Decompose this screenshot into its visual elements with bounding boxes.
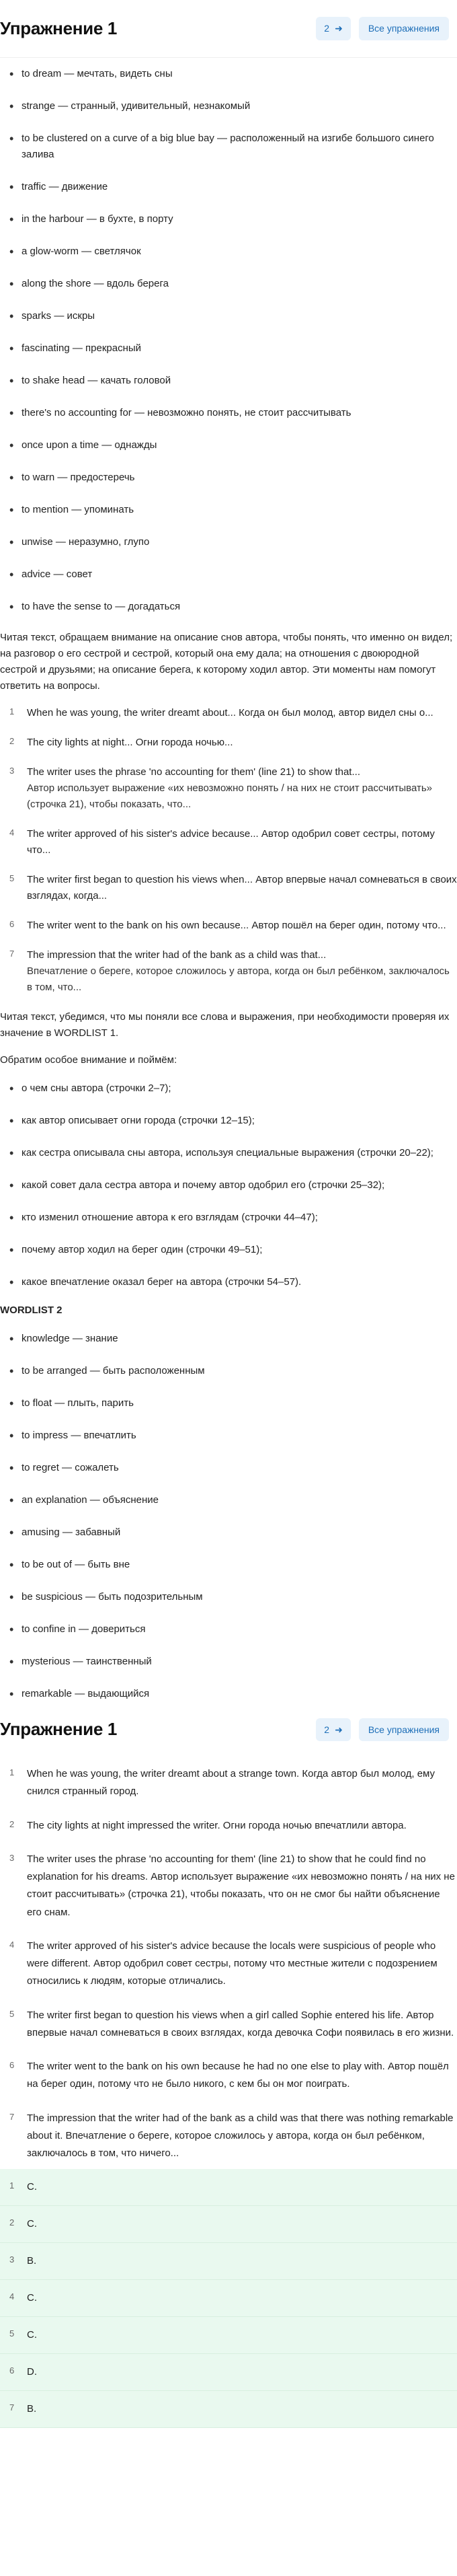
answer-item: 1 When he was young, the writer dreamt about a strange town. Когда автор был молод, ему снился странный город. — [9, 1767, 435, 1798]
list-item: • once upon a time — однажды — [8, 429, 457, 462]
list-item: • a glow-worm — светлячок — [8, 235, 457, 268]
vocab-list-1 — [0, 58, 457, 623]
list-item: • to be out of — быть вне — [8, 1549, 457, 1581]
list-item: • о чем сны автора (строчки 2–7); — [8, 1072, 457, 1105]
list-item: • in the harbour — в бухте, в порту — [8, 203, 457, 235]
vocab-list-2 — [0, 1323, 457, 1710]
question-item: 1 When he was young, the writer dreamt about... Когда он был молод, автор видел сны о... — [9, 706, 433, 719]
list-item: • to mention — упоминать — [8, 494, 457, 526]
question-item: 2 The city lights at night... Огни города ночью... — [9, 736, 233, 748]
question-item: 3 The writer uses the phrase 'no accounting for them' (line 21) to show that... Автор использует выражение «их невозможно понять / на них не стоит рассчитывать» (строчка 21), чтобы показать, что... — [9, 766, 433, 810]
list-item: • to be arranged — быть расположенным — [8, 1355, 457, 1387]
exercise-number: 2 — [324, 23, 330, 34]
list-item: • to shake head — качать головой — [8, 365, 457, 397]
answer-item: 5 The writer first began to question his views when a girl called Sophie entered his life. Автор впервые начал сомневаться в своих взглядах, когда девочка Софи появилась в его жизни. — [9, 2008, 454, 2038]
list-item: • traffic — движение — [8, 171, 457, 203]
list-item: • to impress — впечатлить — [8, 1420, 457, 1452]
list-item: • to be clustered on a curve of a big blue bay — расположенный на изгибе большого синего залива — [8, 122, 457, 171]
all-exercises-button[interactable]: Все упражнения — [359, 1718, 449, 1741]
header — [0, 0, 457, 58]
answer-keys — [0, 2169, 457, 2428]
list-item: • there's no accounting for — невозможно понять, не стоит рассчитывать — [8, 397, 457, 429]
key-row: 2 C. — [0, 2206, 457, 2243]
key-row: 1 C. — [0, 2169, 457, 2206]
intro-text: Читая текст, обращаем внимание на описание снов автора, чтобы понять, что именно он видел; на разговор о его сестрой и сестрой, который она ему дала; на отношения с двоюродной сестрой и друзьями; на описание берега, к которому ходил автор. Эти моменты нам помогут ответить на вопросы. — [0, 632, 453, 692]
list-item: • sparks — искры — [8, 300, 457, 332]
attention-list — [0, 1072, 457, 1298]
answer-item: 6 The writer went to the bank on his own because he had no one else to play with. Автор пошёл на берег один, потому что не было никого, с кем бы он мог поиграть. — [9, 2060, 449, 2090]
question-item: 5 The writer first began to question his views when... Автор впервые начал сомневаться в своих взглядах, когда... — [9, 873, 457, 901]
list-item: • mysterious — таинственный — [8, 1646, 457, 1678]
question-item: 6 The writer went to the bank on his own because... Автор пошёл на берег один, потому что... — [9, 919, 446, 931]
next-exercise-button[interactable] — [316, 17, 351, 40]
list-item: • почему автор ходил на берег один (строчки 49–51); — [8, 1234, 457, 1266]
arrow-right-icon: ➜ — [335, 23, 343, 34]
all-exercises-button[interactable]: Все упражнения — [359, 17, 449, 40]
list-item: • be suspicious — быть подозрительным — [8, 1581, 457, 1613]
page-title: Упражнение 1 — [0, 17, 118, 38]
key-row: 7 B. — [0, 2391, 457, 2428]
list-item: • to float — плыть, парить — [8, 1387, 457, 1420]
answers-list — [0, 1749, 457, 2169]
key-row: 3 B. — [0, 2243, 457, 2280]
question-item: 7 The impression that the writer had of the bank as a child was that... Впечатление о береге, которое сложилось у автора, когда он был ребёнком, заключалось в том, что... — [9, 949, 450, 993]
key-row: 5 C. — [0, 2317, 457, 2354]
key-row: 4 C. — [0, 2280, 457, 2317]
list-item: • какое впечатление оказал берег на автора (строчки 54–57). — [8, 1266, 457, 1298]
answer-item: 4 The writer approved of his sister's advice because the locals were suspicious of people who were different. Автор одобрил совет сестры, потому что местные жители с подозрением относились к людям, которые отличались. — [9, 1939, 438, 1987]
list-item: • to warn — предостеречь — [8, 462, 457, 494]
key-row: 6 D. — [0, 2354, 457, 2391]
list-item: • как сестра описывала сны автора, используя специальные выражения (строчки 20–22); — [8, 1137, 457, 1169]
answer-item: 3 The writer uses the phrase 'no accounting for them' (line 21) to show that he could find no explanation for his dreams. Автор использует выражение «их невозможно понять / на них не стоит рассчитывать» (строчка 21), чтобы показать, что он не смог бы найти объяснение его снам. — [9, 1852, 455, 1918]
answer-item: 7 The impression that the writer had of the bank as a child was that there was nothing remarkable about it. Впечатление о береге, которое сложилось у автора, когда он был ребёнком, заключалось в том, что ничего... — [9, 2111, 454, 2159]
list-item: • advice — совет — [8, 558, 457, 591]
questions-list — [0, 698, 457, 1002]
list-item: • an explanation — объяснение — [8, 1484, 457, 1516]
attention-heading: Обратим особое внимание и поймём: — [0, 1054, 177, 1066]
wordlist-2-title: WORDLIST 2 — [0, 1304, 63, 1316]
next-exercise-button[interactable] — [316, 1718, 351, 1741]
list-item: • along the shore — вдоль берега — [8, 268, 457, 300]
list-item: • to have the sense to — догадаться — [8, 591, 457, 623]
list-item: • to regret — сожалеть — [8, 1452, 457, 1484]
sticky-header — [0, 1710, 457, 1749]
answer-item: 2 The city lights at night impressed the writer. Огни города ночью впечатлили автора. — [9, 1818, 407, 1831]
arrow-right-icon: ➜ — [335, 1724, 343, 1735]
exercise-number: 2 — [324, 1724, 330, 1735]
list-item: • unwise — неразумно, глупо — [8, 526, 457, 558]
list-item: • to confine in — довериться — [8, 1613, 457, 1646]
list-item: • какой совет дала сестра автора и почему автор одобрил его (строчки 25–32); — [8, 1169, 457, 1202]
page-title: Упражнение 1 — [0, 1719, 118, 1740]
question-item: 4 The writer approved of his sister's advice because... Автор одобрил совет сестры, потому что... — [9, 827, 435, 856]
list-item: • knowledge — знание — [8, 1323, 457, 1355]
list-item: • fascinating — прекрасный — [8, 332, 457, 365]
list-item: • strange — странный, удивительный, незнакомый — [8, 90, 457, 122]
list-item: • кто изменил отношение автора к его взглядам (строчки 44–47); — [8, 1202, 457, 1234]
check-text: Читая текст, убедимся, что мы поняли все слова и выражения, при необходимости проверяя их значение в WORDLIST 1. — [0, 1011, 450, 1039]
list-item: • как автор описывает огни города (строчки 12–15); — [8, 1105, 457, 1137]
list-item: • remarkable — выдающийся — [8, 1678, 457, 1710]
list-item: • amusing — забавный — [8, 1516, 457, 1549]
list-item: • to dream — мечтать, видеть сны — [8, 58, 457, 90]
